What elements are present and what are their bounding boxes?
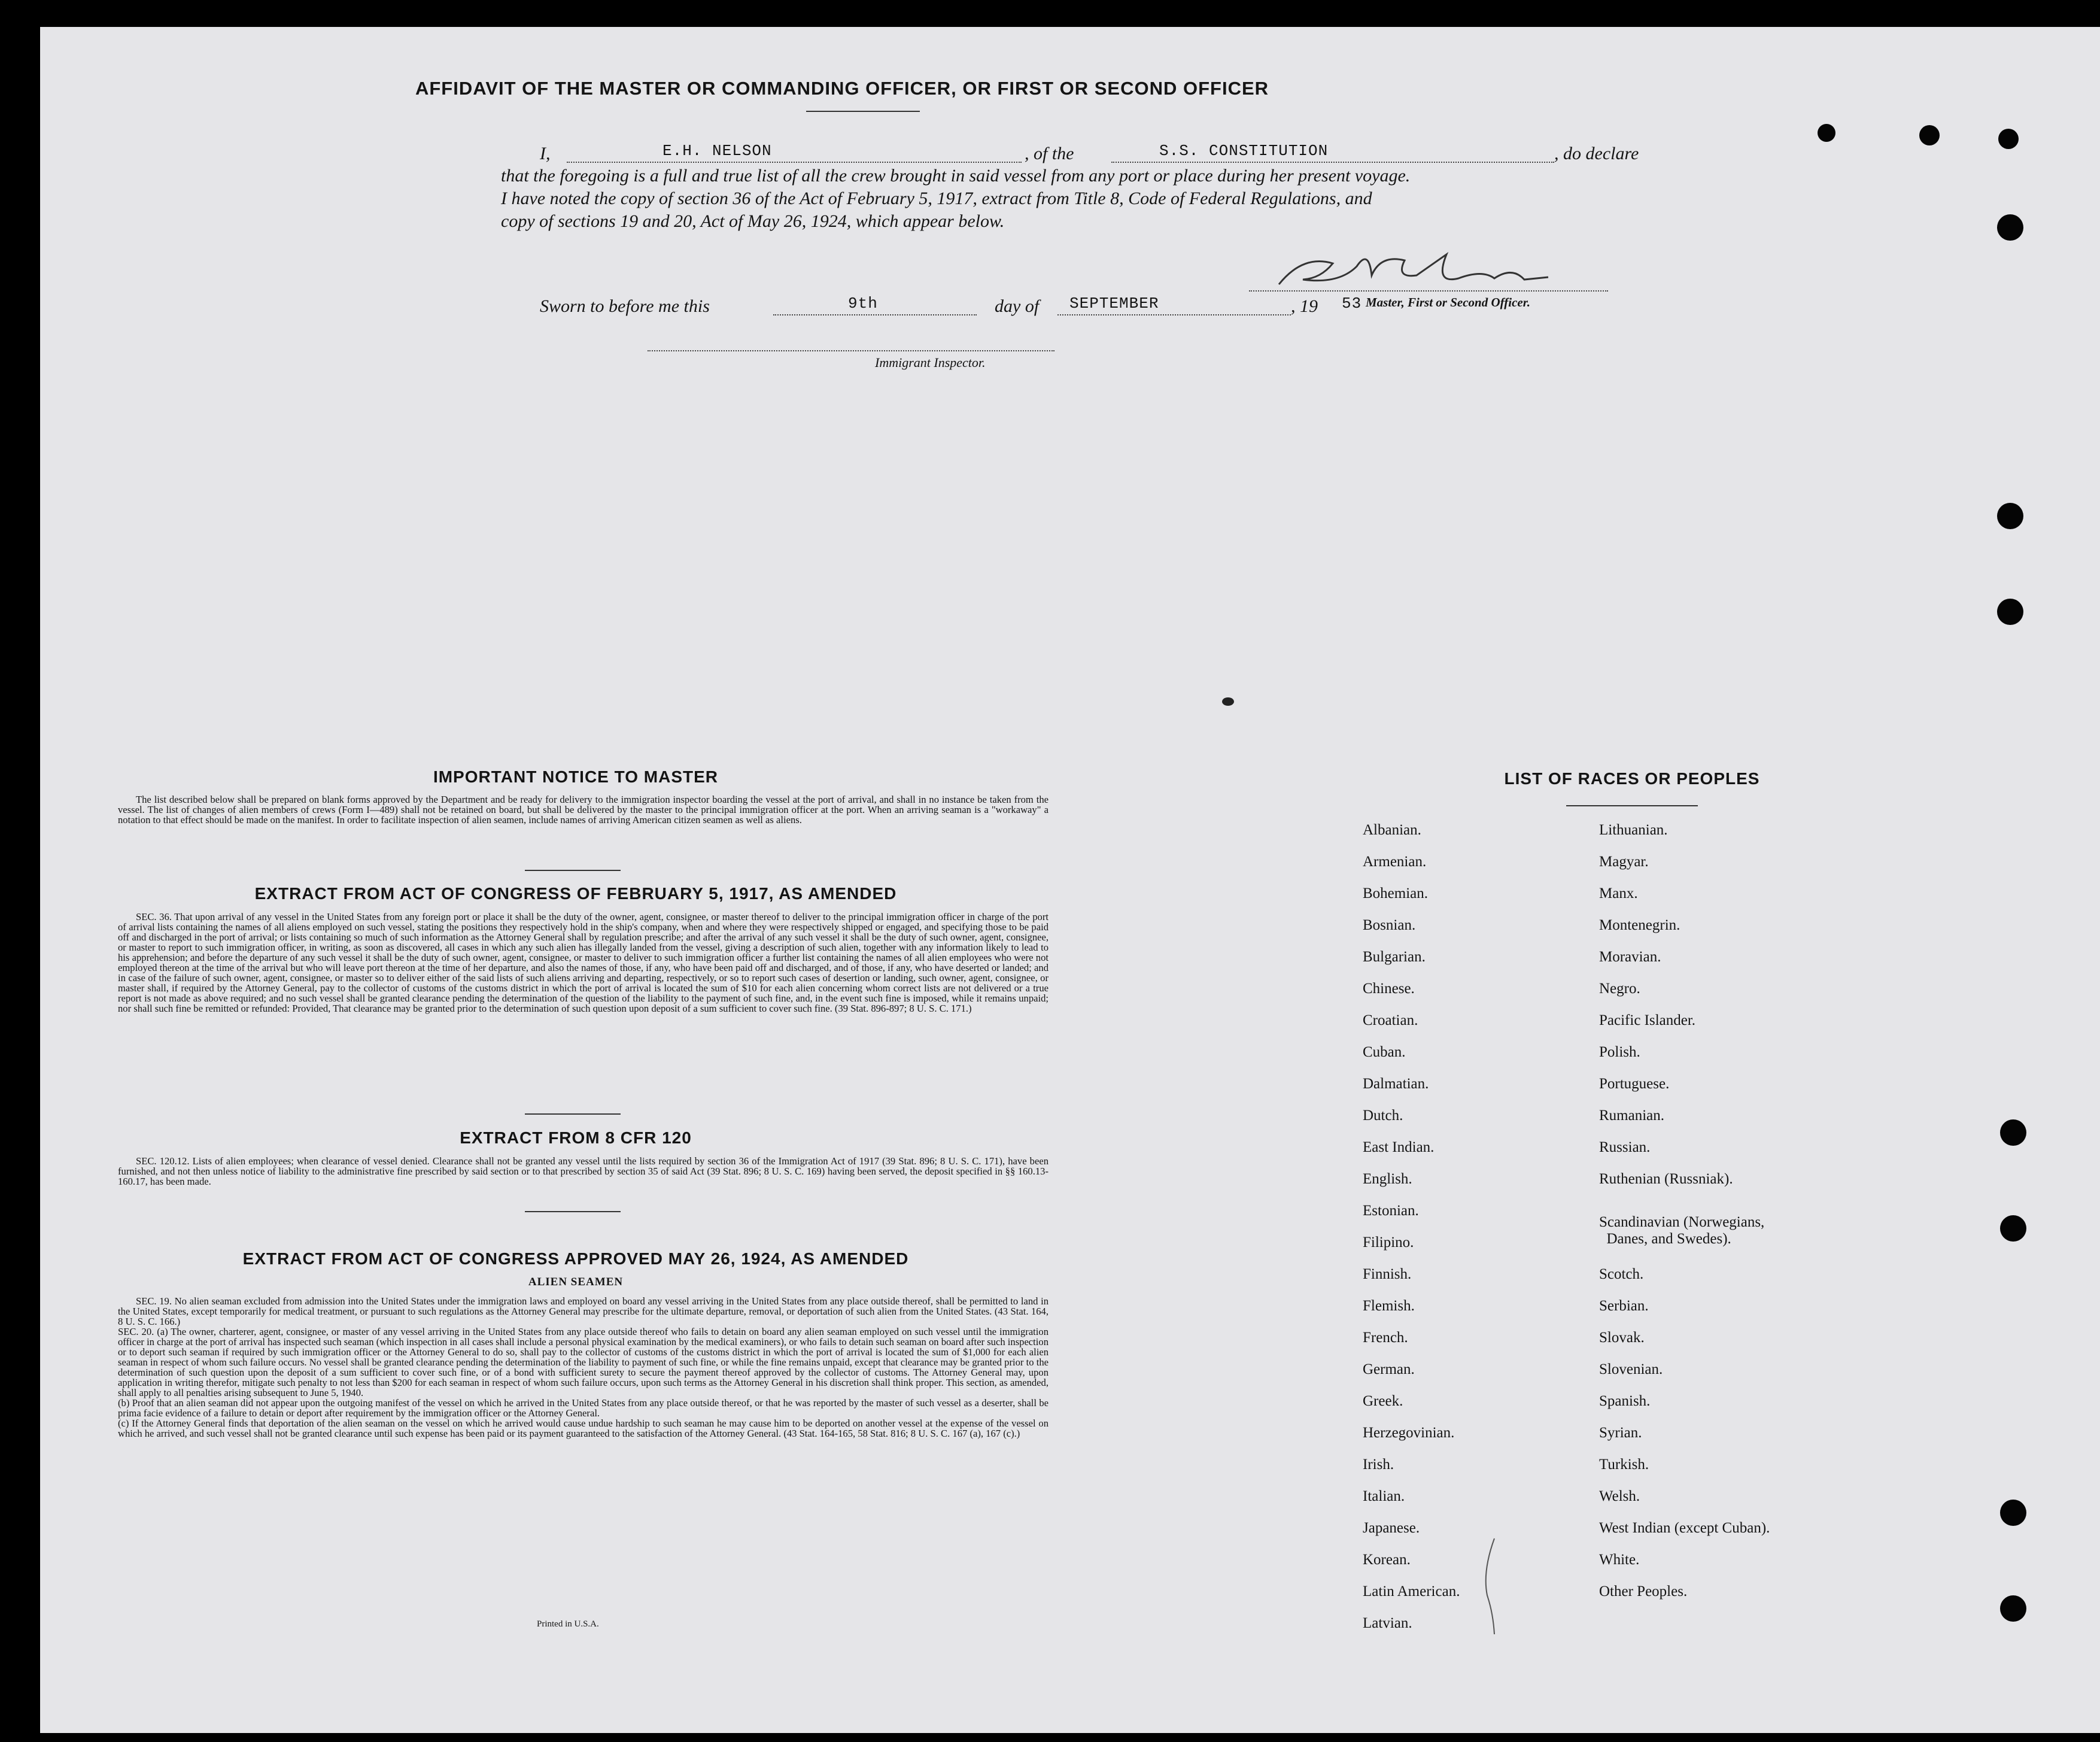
punch-hole xyxy=(1997,599,2023,625)
act-1924-text: SEC. 19. No alien seaman excluded from admission into the United States under the immigration laws and employed on board any vessel arriving in the United States from any place outside thereof, shall be permitted to land in the United States, except temporarily for medical treatment, or pursuant to such regulations as the Attorney General may prescribe for the ultimate departure, removal, or deportation of such alien from the United States. (43 Stat. 164, 8 U. S. C. 166.) SEC. 20. (a) The owner, charterer, agent, consignee, or master of any vessel arriving in the United States from any place outside thereof who fails to detain on board any alien seaman employed on such vessel until the immigration officer in charge at the port of arrival has inspected such seaman (which inspection in all cases shall include a personal physical examination by the medical examiners), or who fails to detain such seaman on board after such inspection or to deport such seaman if required by such immigration officer or the Attorney General to do so, shall pay to the collector of customs of the customs district in which the port of arrival is located the sum of $1,000 for each alien seaman in respect of whom such failure occurs. No vessel shall be granted clearance pending the determination of the liability to payment of such fine, or while the fine remains unpaid, except that clearance may be granted prior to the determination of such question upon the deposit of a sum sufficient to cover such fine, or of a bond with sufficient surety to secure the payment thereof approved by the collector of customs. The Attorney General may, upon application in writing therefor, mitigate such penalty to not less than $200 for each seaman in respect of whom such failure occurs, upon such terms as the Attorney General in his discretion shall think proper. This section, as amended, shall apply to all penalties arising subsequent to June 5, 1940. (b) Proof that an alien seaman did not appear upon the outgoing manifest of the vessel on which he arrived in the United States from any place outside thereof, or that he was reported by the master of such vessel as a deserter, shall be prima facie evidence of a failure to detain or deport after requirement by the immigration officer or the Attorney General. (c) If the Attorney General finds that deportation of the alien seaman on the vessel on which he arrived would cause undue hardship to such seaman he may cause him to be deported on another vessel at the expense of the vessel on which he arrived, and such vessel shall not be granted clearance until such expense has been paid or its payment guaranteed to the satisfaction of the Attorney General. (43 Stat. 164-165, 58 Stat. 816; 8 U. S. C. 167 (a), 167 (c).) xyxy=(118,1295,1049,1439)
divider xyxy=(525,1211,621,1212)
race-item: West Indian (except Cuban). xyxy=(1599,1520,1770,1536)
race-item: Greek. xyxy=(1363,1393,1403,1409)
race-item: Slovak. xyxy=(1599,1330,1645,1346)
master-name: E.H. NELSON xyxy=(662,142,772,160)
inspector-line xyxy=(648,350,1054,351)
race-item: Flemish. xyxy=(1363,1298,1415,1314)
affidavit-title: AFFIDAVIT OF THE MASTER OR COMMANDING OFFICER, OR FIRST OR SECOND OFFICER xyxy=(415,78,1269,99)
race-item: Lithuanian. xyxy=(1599,822,1668,838)
punch-hole xyxy=(2000,1215,2026,1242)
race-item: Armenian. xyxy=(1363,854,1427,870)
race-item: Scotch. xyxy=(1599,1266,1644,1282)
affidavit-line-4: copy of sections 19 and 20, Act of May 26, 1924, which appear below. xyxy=(501,211,1005,231)
race-item: Dutch. xyxy=(1363,1107,1403,1124)
divider xyxy=(1566,805,1698,806)
race-item: German. xyxy=(1363,1361,1415,1377)
race-item: Finnish. xyxy=(1363,1266,1412,1282)
race-item: Albanian. xyxy=(1363,822,1421,838)
punch-hole xyxy=(1997,214,2023,241)
act-1917-text: SEC. 36. That upon arrival of any vessel in the United States from any foreign port or place it shall be the duty of the owner, agent, consignee, or master thereof to deliver to the principal immigration officer in charge of the port of arrival lists containing the names of all aliens employed on such vessel, stating the positions they respectively hold in the ship's company, when and where they were respectively shipped or engaged, and specifying those to be paid off and discharged in the port of arrival; or lists containing so much of such information as the Attorney General shall by regulation prescribe; and after the arrival of any such vessel it shall be the duty of such owner, agent, consignee, or master to report to such immigration officer, in writing, as soon as discovered, all cases in which any such alien has illegally landed from the vessel, giving a description of such alien, together with any information likely to lead to his apprehension; and before the departure of any such vessel it shall be the duty of such owner, agent, consignee, or master to deliver to such immigration officer a further list containing the names of all alien employees who were not employed thereon at the time of the arrival but who will leave port thereon at the time of her departure, and also the names of those, if any, who have been paid off and discharged, and of those, if any, who have deserted or landed; and in case of the failure of such owner, agent, consignee, or master so to deliver either of the said lists of such aliens arriving and departing, respectively, or so to report such cases of desertion or landing, such owner, agent, consignee, or master shall, if required by the Attorney General, pay to the collector of customs of the customs district in which the port of arrival is located the sum of $10 for each alien concerning whom correct lists are not delivered or a true report is not made as above required; and no such vessel shall be granted clearance pending the determination of the question of the liability to the payment of such fine, and, in the event such fine is imposed, while it remains unpaid; nor shall such fine be remitted or refunded: Provided, That clearance may be granted prior to the determination of such question upon deposit of a sum sufficient to cover such fine. (39 Stat. 896-897; 8 U. S. C. 171.) xyxy=(118,911,1049,1014)
affidavit-line-3: I have noted the copy of section 36 of the Act of February 5, 1917, extract from Title 8, Code of Federal Regulations, and xyxy=(501,189,1372,208)
vessel-name: S.S. CONSTITUTION xyxy=(1159,142,1329,160)
punch-hole xyxy=(1818,124,1835,142)
race-item: Montenegrin. xyxy=(1599,917,1680,933)
alien-seamen-heading: ALIEN SEAMEN xyxy=(528,1276,624,1288)
notice-text: The list described below shall be prepared on blank forms approved by the Department and be ready for delivery to the immigration inspector boarding the vessel at the port of arrival, and shall in no instance be taken from the vessel. The list of changes of alien members of crews (Form I—489) shall not be retained on board, but shall be delivered by the master to the principal immigration officer at the port. When an arriving seaman is a "workaway" a notation to that effect should be made on the manifest. In order to facilitate inspection of alien seamen, include names of arriving American citizen seamen as well as aliens. xyxy=(118,794,1049,826)
race-item: Irish. xyxy=(1363,1456,1394,1473)
month-line xyxy=(1057,314,1291,315)
race-item: Rumanian. xyxy=(1599,1107,1665,1124)
punch-hole xyxy=(2000,1500,2026,1526)
race-item: Korean. xyxy=(1363,1552,1411,1568)
punch-hole xyxy=(1998,129,2019,149)
sworn-text: Sworn to before me this xyxy=(540,296,710,316)
affidavit-of-the: , of the xyxy=(1025,144,1074,163)
race-item: Ruthenian (Russniak). xyxy=(1599,1171,1733,1187)
divider xyxy=(525,870,621,871)
race-item: Filipino. xyxy=(1363,1234,1414,1251)
document-page xyxy=(40,27,2100,1733)
day-line xyxy=(773,314,977,315)
race-item: White. xyxy=(1599,1552,1640,1568)
race-item: Japanese. xyxy=(1363,1520,1420,1536)
race-item: Magyar. xyxy=(1599,854,1649,870)
notice-heading: IMPORTANT NOTICE TO MASTER xyxy=(433,767,719,786)
race-item: Cuban. xyxy=(1363,1044,1406,1060)
year-prefix: , 19 xyxy=(1291,296,1318,316)
sworn-year: 53 xyxy=(1342,295,1362,312)
race-item: Manx. xyxy=(1599,885,1638,902)
sworn-month: SEPTEMBER xyxy=(1069,295,1159,312)
affidavit-line-2: that the foregoing is a full and true list of all the crew brought in said vessel from any port or place during her present voyage. xyxy=(501,166,1411,186)
race-item: Turkish. xyxy=(1599,1456,1649,1473)
name-line xyxy=(567,162,1022,163)
race-item: Latin American. xyxy=(1363,1583,1460,1600)
race-item: Estonian. xyxy=(1363,1203,1419,1219)
race-item: Negro. xyxy=(1599,981,1640,997)
race-item: Herzegovinian. xyxy=(1363,1425,1455,1441)
race-item: Welsh. xyxy=(1599,1488,1640,1504)
signature-caption: Master, First or Second Officer. xyxy=(1366,295,1530,309)
race-item: Spanish. xyxy=(1599,1393,1651,1409)
sworn-day: 9th xyxy=(848,295,878,312)
inspector-caption: Immigrant Inspector. xyxy=(875,355,986,370)
race-item: Pacific Islander. xyxy=(1599,1012,1696,1028)
vessel-line xyxy=(1111,162,1554,163)
race-item: Italian. xyxy=(1363,1488,1405,1504)
race-item: Serbian. xyxy=(1599,1298,1649,1314)
race-item: Slovenian. xyxy=(1599,1361,1663,1377)
punch-hole xyxy=(2000,1119,2026,1146)
race-item: Bulgarian. xyxy=(1363,949,1426,965)
race-item: Portuguese. xyxy=(1599,1076,1670,1092)
race-item: Polish. xyxy=(1599,1044,1640,1060)
race-item: Croatian. xyxy=(1363,1012,1418,1028)
cfr-text: SEC. 120.12. Lists of alien employees; when clearance of vessel denied. Clearance shall not be granted any vessel until the lists required by section 36 of the Immigration Act of 1917 (39 Stat. 896; 8 U. S. C. 171), have been furnished, and not then unless notice of liability to the administrative fine prescribed by said section or to that prescribed by section 35 of said Act (39 Stat. 896; 8 U. S. C. 169) having been served, the deposit specified in §§ 160.13-160.17, has been made. xyxy=(118,1155,1049,1187)
ink-speck xyxy=(1222,697,1234,706)
race-item: Russian. xyxy=(1599,1139,1651,1155)
pencil-mark xyxy=(1476,1535,1500,1637)
affidavit-i: I, xyxy=(540,144,551,163)
race-item: Dalmatian. xyxy=(1363,1076,1429,1092)
race-item: Scandinavian (Norwegians, Danes, and Swedes). xyxy=(1599,1214,1765,1247)
printed-in-usa: Printed in U.S.A. xyxy=(537,1619,599,1629)
races-list-title: LIST OF RACES OR PEOPLES xyxy=(1504,769,1760,788)
race-item: Other Peoples. xyxy=(1599,1583,1688,1600)
race-item: Bohemian. xyxy=(1363,885,1429,902)
race-item: Moravian. xyxy=(1599,949,1661,965)
day-of-text: day of xyxy=(995,296,1040,316)
act-1924-heading: EXTRACT FROM ACT OF CONGRESS APPROVED MAY 26, 1924, AS AMENDED xyxy=(242,1249,909,1268)
signature-line xyxy=(1249,290,1608,292)
punch-hole xyxy=(1919,125,1940,145)
divider xyxy=(806,111,920,112)
divider xyxy=(525,1113,621,1115)
race-item: Latvian. xyxy=(1363,1615,1412,1631)
race-item: English. xyxy=(1363,1171,1412,1187)
race-item: East Indian. xyxy=(1363,1139,1435,1155)
signature xyxy=(1267,242,1602,296)
punch-hole xyxy=(2000,1595,2026,1622)
race-item: Chinese. xyxy=(1363,981,1415,997)
race-item: French. xyxy=(1363,1330,1408,1346)
race-item: Syrian. xyxy=(1599,1425,1642,1441)
punch-hole xyxy=(1997,503,2023,529)
act-1917-heading: EXTRACT FROM ACT OF CONGRESS OF FEBRUARY 5, 1917, AS AMENDED xyxy=(254,884,897,903)
cfr-heading: EXTRACT FROM 8 CFR 120 xyxy=(460,1128,692,1147)
affidavit-do-declare: , do declare xyxy=(1554,144,1639,163)
race-item: Bosnian. xyxy=(1363,917,1416,933)
